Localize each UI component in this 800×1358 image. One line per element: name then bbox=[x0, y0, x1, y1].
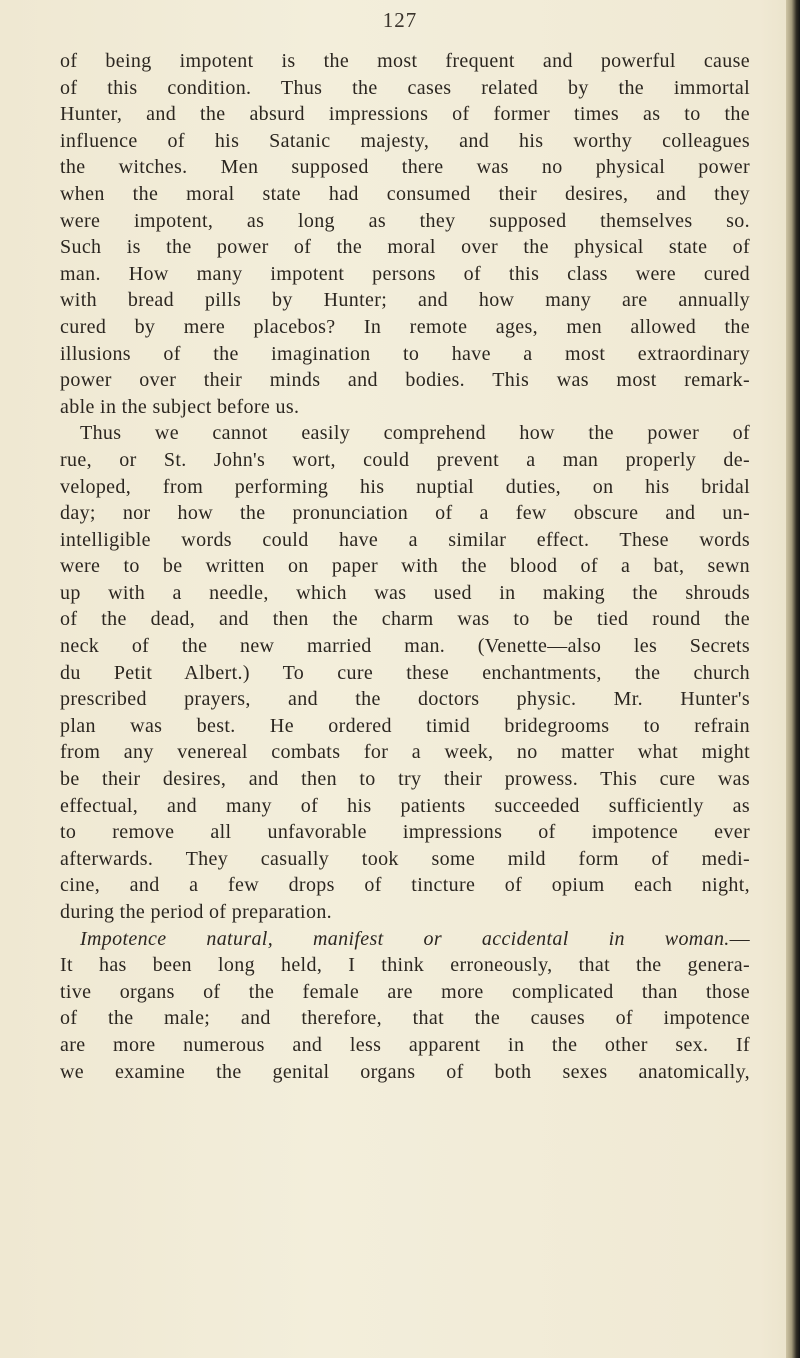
text-line: day; nor how the pronunciation of a few obscure and un- bbox=[60, 502, 750, 525]
text-line: of being impotent is the most frequent and powerful cause bbox=[60, 50, 750, 72]
text-line: man. How many impotent persons of this class were cured bbox=[60, 262, 750, 285]
text-line: du Petit Albert.) To cure these enchantments, the church bbox=[60, 661, 750, 684]
text-line: of the dead, and then the charm was to be tied round the bbox=[60, 608, 750, 631]
text-line: Such is the power of the moral over the physical state of bbox=[60, 236, 750, 259]
text-line: power over their minds and bodies. This was most remark- bbox=[60, 369, 750, 392]
heading-dash: — bbox=[729, 927, 750, 950]
text-line: rue, or St. John's wort, could prevent a man properly de- bbox=[60, 448, 750, 471]
text-line: prescribed prayers, and the doctors physic. Mr. Hunter's bbox=[60, 688, 750, 711]
text-line: intelligible words could have a similar effect. These words bbox=[60, 528, 750, 551]
text-line: of this condition. Thus the cases related by the immortal bbox=[60, 76, 750, 99]
text-line: Hunter, and the absurd impressions of former times as to the bbox=[60, 103, 750, 126]
text-line: plan was best. He ordered timid bridegrooms to refrain bbox=[60, 714, 750, 737]
text-line: from any venereal combats for a week, no matter what might bbox=[60, 741, 750, 764]
section-heading-line bbox=[60, 926, 750, 953]
text-line: effectual, and many of his patients succeeded sufficiently as bbox=[60, 794, 750, 817]
text-line: influence of his Satanic majesty, and his worthy colleagues bbox=[60, 129, 750, 152]
text-line: with bread pills by Hunter; and how many are annually bbox=[60, 289, 750, 312]
text-line: neck of the new married man. (Venette—also les Secrets bbox=[60, 635, 750, 658]
text-line: be their desires, and then to try their prowess. This cure was bbox=[60, 768, 750, 791]
text-line: when the moral state had consumed their desires, and they bbox=[60, 182, 750, 205]
text-line: tive organs of the female are more complicated than those bbox=[60, 980, 750, 1003]
text-line: are more numerous and less apparent in the other sex. If bbox=[60, 1033, 750, 1056]
text-line: of the male; and therefore, that the causes of impotence bbox=[60, 1007, 750, 1030]
text-line: to remove all unfavorable impressions of impotence ever bbox=[60, 821, 750, 844]
text-line: up with a needle, which was used in making the shrouds bbox=[60, 581, 750, 604]
text-line: were impotent, as long as they supposed themselves so. bbox=[60, 209, 750, 232]
text-line: cine, and a few drops of tincture of opium each night, bbox=[60, 874, 750, 897]
text-line: we examine the genital organs of both sexes anatomically, bbox=[60, 1060, 750, 1083]
text-line: veloped, from performing his nuptial duties, on his bridal bbox=[60, 475, 750, 498]
page-number: 127 bbox=[382, 8, 418, 32]
paragraph-start-line: Thus we cannot easily comprehend how the power of bbox=[80, 422, 750, 445]
text-line: It has been long held, I think erroneously, that the genera- bbox=[60, 954, 750, 977]
text-line: illusions of the imagination to have a most extraordinary bbox=[60, 342, 750, 365]
page-edge-shadow bbox=[786, 0, 800, 1358]
text-line: the witches. Men supposed there was no physical power bbox=[60, 156, 750, 179]
text-line: during the period of preparation. bbox=[60, 901, 333, 923]
section-heading: Impotence natural, manifest or accidental in woman. bbox=[80, 927, 730, 950]
text-line: able in the subject before us. bbox=[60, 395, 300, 418]
body-text bbox=[60, 48, 750, 1085]
text-line: were to be written on paper with the blood of a bat, sewn bbox=[60, 555, 750, 578]
text-line: afterwards. They casually took some mild form of medi- bbox=[60, 847, 750, 870]
text-line: cured by mere placebos? In remote ages, men allowed the bbox=[60, 315, 750, 338]
